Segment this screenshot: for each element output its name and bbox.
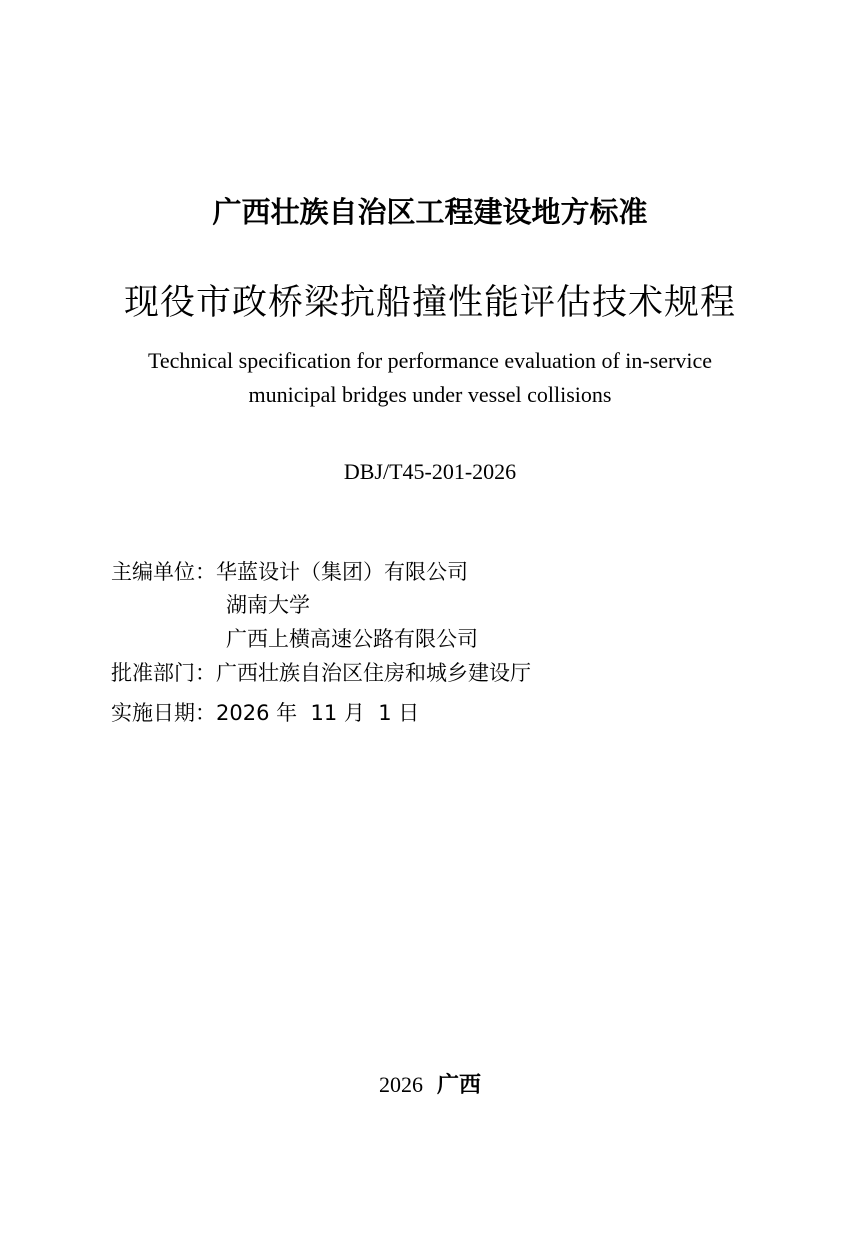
- editor-unit-1: 华蓝设计（集团）有限公司: [216, 560, 468, 584]
- document-title-chinese: 现役市政桥梁抗船撞性能评估技术规程: [123, 283, 736, 323]
- date-value: 2026 年 11 月 1 日: [216, 701, 420, 725]
- approver-row: [111, 658, 531, 688]
- editor-unit-3: 广西上横高速公路有限公司: [226, 627, 478, 651]
- approver-label: 批准部门：: [111, 661, 216, 685]
- publication-footer: [0, 1068, 860, 1103]
- approver-value: 广西壮族自治区住房和城乡建设厅: [216, 661, 531, 685]
- editor-label: 主编单位：: [111, 560, 216, 584]
- publication-place: 广西: [436, 1073, 481, 1098]
- editor-unit-2: 湖南大学: [226, 593, 310, 617]
- standard-code: DBJ/T45-201-2026: [343, 459, 517, 484]
- date-row: [111, 698, 419, 728]
- standard-category-heading: 广西壮族自治区工程建设地方标准: [212, 195, 648, 229]
- date-label: 实施日期：: [111, 701, 216, 725]
- publication-year: 2026: [378, 1072, 423, 1097]
- editor-row: [111, 557, 468, 587]
- document-title-english-line-2: municipal bridges under vessel collisions: [248, 382, 612, 407]
- document-title-english-line-1: Technical specification for performance evaluation of in-service: [147, 348, 713, 373]
